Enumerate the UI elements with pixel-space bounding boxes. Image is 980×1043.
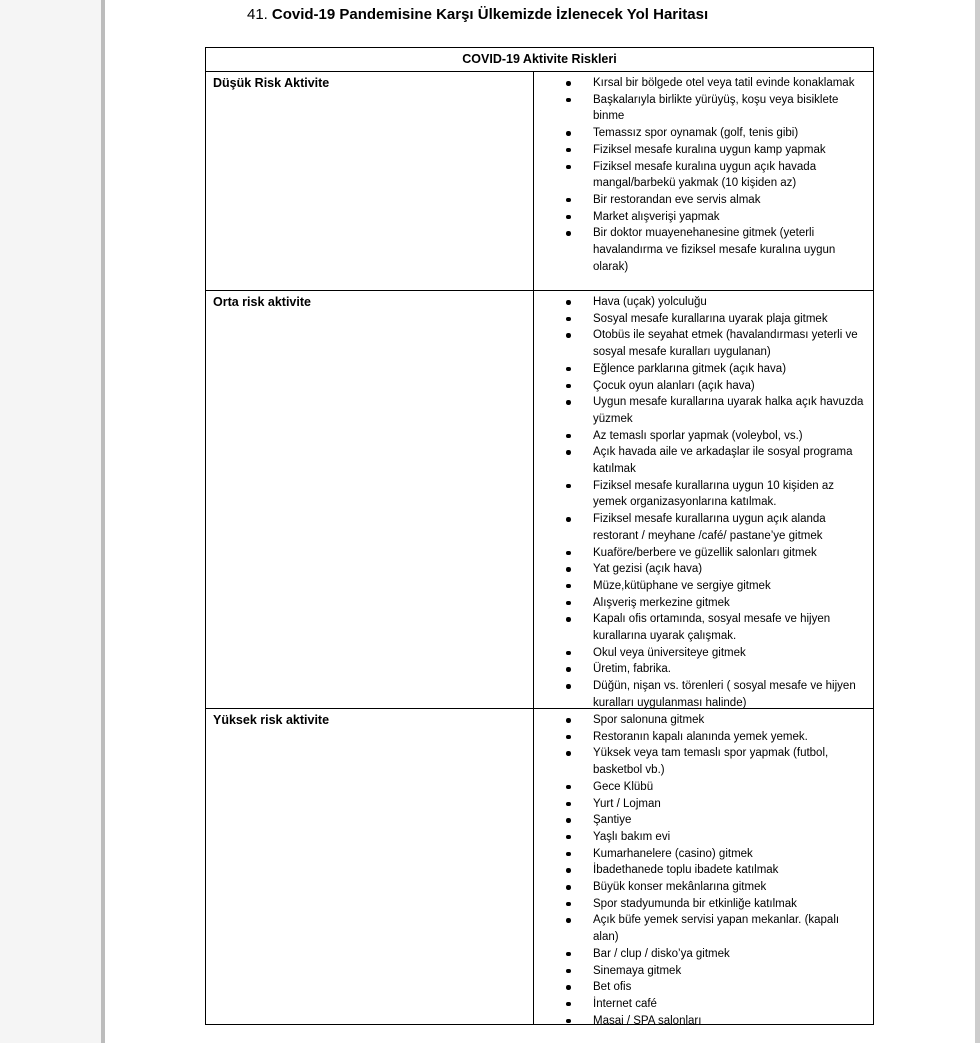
bullet-item — [534, 209, 867, 226]
page-title — [247, 6, 708, 23]
clipped-date-text — [841, 0, 885, 4]
bullet-text: Spor salonuna gitmek — [593, 714, 705, 726]
bullet-text: Fiziksel mesafe kuralına uygun açık havada mangal/barbekü yakmak (10 kişiden az) — [593, 160, 817, 190]
bullet-icon — [566, 985, 571, 990]
bullet-item — [534, 394, 867, 427]
bullet-text: Yurt / Lojman — [593, 797, 661, 810]
bullet-list — [534, 709, 873, 1025]
bullet-icon — [566, 98, 571, 103]
bullet-item — [534, 561, 867, 578]
bullet-item — [534, 829, 867, 846]
bullet-icon — [566, 969, 571, 974]
bullet-item — [534, 1013, 867, 1025]
right-edge-strip — [975, 0, 980, 1043]
bullet-icon — [566, 384, 571, 389]
bullet-text: Şantiye — [593, 814, 632, 827]
title-text: Covid-19 Pandemisine Karşı Ülkemizde İzlenecek Yol Haritası — [271, 6, 709, 23]
bullet-icon — [566, 1002, 571, 1007]
bullet-icon — [566, 868, 571, 873]
bullet-text: Fiziksel mesafe kurallarına uygun 10 kişiden az yemek organizasyonlarına katılmak. — [593, 479, 834, 509]
bullet-item — [534, 779, 867, 796]
bullet-item — [534, 896, 867, 913]
bullet-icon — [566, 902, 571, 907]
bullet-icon — [566, 165, 571, 170]
bullet-text: Bet ofis — [593, 981, 632, 994]
bullet-item — [534, 225, 867, 275]
bullet-item — [534, 595, 867, 612]
bullet-item — [534, 996, 867, 1013]
bullet-icon — [566, 367, 571, 372]
bullet-item — [534, 578, 867, 595]
bullet-text: Market alışverişi yapmak — [593, 210, 720, 223]
bullet-text: Kırsal bir bölgede otel veya tatil evinde konaklamak — [593, 77, 855, 89]
bullet-icon — [566, 852, 571, 857]
bullet-item — [534, 912, 867, 945]
bullet-text: Alışveriş merkezine gitmek — [593, 596, 730, 609]
bullet-item — [534, 946, 867, 963]
bullet-text: İbadethanede toplu ibadete katılmak — [593, 864, 779, 877]
bullet-icon — [566, 231, 571, 236]
bullet-item — [534, 478, 867, 511]
bullet-item — [534, 862, 867, 879]
bullet-item — [534, 846, 867, 863]
row-items-cell — [534, 291, 873, 708]
bullet-text: Yaşlı bakım evi — [593, 830, 671, 843]
bullet-item — [534, 511, 867, 544]
bullet-icon — [566, 567, 571, 572]
bullet-text: Kapalı ofis ortamında, sosyal mesafe ve hijyen kurallarına uyarak çalışmak. — [593, 613, 831, 643]
bullet-icon — [566, 885, 571, 890]
bullet-item — [534, 796, 867, 813]
bullet-item — [534, 712, 867, 729]
bullet-text: Başkalarıyla birlikte yürüyüş, koşu veya bisiklete binme — [593, 93, 839, 123]
bullet-item — [534, 812, 867, 829]
table-row — [206, 71, 873, 290]
bullet-text: Otobüs ile seyahat etmek (havalandırması yeterli ve sosyal mesafe kuralları uygulanan) — [593, 329, 858, 359]
bullet-text: Çocuk oyun alanları (açık hava) — [593, 379, 755, 392]
bullet-item — [534, 645, 867, 662]
bullet-text: Okul veya üniversiteye gitmek — [593, 646, 746, 659]
bullet-icon — [566, 718, 571, 723]
bullet-icon — [566, 785, 571, 790]
bullet-text: Uygun mesafe kurallarına uyarak halka açık havuzda yüzmek — [593, 396, 864, 425]
bullet-item — [534, 661, 867, 678]
bullet-item — [534, 545, 867, 562]
bullet-item — [534, 92, 867, 125]
bullet-text: Temassız spor oynamak (golf, tenis gibi) — [593, 127, 799, 140]
bullet-item — [534, 294, 867, 311]
bullet-text: Eğlence parklarına gitmek (açık hava) — [593, 362, 787, 375]
bullet-icon — [566, 667, 571, 672]
bullet-list — [534, 72, 873, 275]
title-number: 41. — [247, 6, 268, 23]
bullet-text: Açık havada aile ve arkadaşlar ile sosyal programa katılmak — [593, 446, 853, 476]
bullet-text: Kuaföre/berbere ve güzellik salonları gitmek — [593, 546, 817, 559]
bullet-item — [534, 311, 867, 328]
bullet-item — [534, 378, 867, 395]
bullet-item — [534, 611, 867, 644]
bullet-text: Hava (uçak) yolculuğu — [593, 296, 707, 308]
bullet-icon — [566, 450, 571, 455]
bullet-icon — [566, 952, 571, 957]
bullet-icon — [566, 551, 571, 556]
bullet-text: Yat gezisi (açık hava) — [593, 563, 703, 576]
bullet-icon — [566, 735, 571, 740]
left-margin — [0, 0, 101, 1043]
bullet-icon — [566, 484, 571, 489]
bullet-text: İnternet café — [593, 997, 657, 1010]
bullet-text: Fiziksel mesafe kurallarına uygun açık alanda restorant / meyhane /café/ pastane’ye gitmek — [593, 513, 826, 542]
bullet-item — [534, 75, 867, 92]
bullet-text: Fiziksel mesafe kuralına uygun kamp yapmak — [593, 143, 826, 156]
bullet-item — [534, 979, 867, 996]
row-items-cell — [534, 709, 873, 1025]
bullet-text: Az temaslı sporlar yapmak (voleybol, vs.) — [593, 429, 803, 442]
bullet-text: Kumarhanelere (casino) gitmek — [593, 847, 753, 860]
bullet-text: Üretim, fabrika. — [593, 663, 671, 676]
bullet-item — [534, 159, 867, 192]
bullet-text: Yüksek veya tam temaslı spor yapmak (futbol, basketbol vb.) — [593, 747, 829, 777]
bullet-icon — [566, 198, 571, 203]
bullet-item — [534, 428, 867, 445]
bullet-icon — [566, 802, 571, 807]
bullet-item — [534, 729, 867, 746]
bullet-icon — [566, 751, 571, 756]
bullet-item — [534, 192, 867, 209]
row-label: Düşük Risk Aktivite — [206, 72, 534, 290]
bullet-item — [534, 678, 867, 708]
bullet-item — [534, 361, 867, 378]
bullet-icon — [566, 601, 571, 606]
bullet-icon — [566, 1019, 571, 1024]
bullet-icon — [566, 400, 571, 405]
bullet-text: Açık büfe yemek servisi yapan mekanlar. (kapalı alan) — [593, 914, 840, 944]
table-row — [206, 290, 873, 708]
bullet-item — [534, 745, 867, 778]
bullet-icon — [566, 651, 571, 656]
bullet-icon — [566, 818, 571, 823]
bullet-icon — [566, 584, 571, 589]
bullet-icon — [566, 617, 571, 622]
bullet-icon — [566, 333, 571, 338]
bullet-text: Bir restorandan eve servis almak — [593, 193, 761, 206]
bullet-icon — [566, 131, 571, 136]
row-label: Orta risk aktivite — [206, 291, 534, 708]
bullet-item — [534, 142, 867, 159]
bullet-icon — [566, 300, 571, 305]
bullet-text: Masaj / SPA salonları — [593, 1014, 702, 1025]
bullet-icon — [566, 684, 571, 689]
bullet-icon — [566, 215, 571, 220]
bullet-icon — [566, 835, 571, 840]
bullet-icon — [566, 434, 571, 439]
bullet-icon — [566, 81, 571, 86]
row-items-cell — [534, 72, 873, 290]
bullet-text: Restoranın kapalı alanında yemek yemek. — [593, 730, 808, 743]
bullet-text: Spor stadyumunda bir etkinliğe katılmak — [593, 897, 797, 910]
risk-table — [205, 47, 874, 1025]
table-header: COVID-19 Aktivite Riskleri — [462, 52, 617, 66]
bullet-item — [534, 879, 867, 896]
table-row — [206, 708, 873, 1025]
bullet-text: Bar / clup / disko’ya gitmek — [593, 947, 730, 960]
bullet-text: Sinemaya gitmek — [593, 964, 682, 977]
left-divider-line — [101, 0, 105, 1043]
bullet-text: Gece Klübü — [593, 780, 654, 793]
bullet-icon — [566, 517, 571, 522]
table-body — [206, 71, 873, 1025]
bullet-icon — [566, 148, 571, 153]
bullet-item — [534, 963, 867, 980]
bullet-text: Müze,kütüphane ve sergiye gitmek — [593, 579, 771, 592]
bullet-list — [534, 291, 873, 708]
bullet-text: Sosyal mesafe kurallarına uyarak plaja gitmek — [593, 312, 828, 325]
bullet-icon — [566, 317, 571, 322]
bullet-icon — [566, 918, 571, 923]
row-label: Yüksek risk aktivite — [206, 709, 534, 1025]
bullet-item — [534, 444, 867, 477]
bullet-item — [534, 327, 867, 360]
bullet-text: Düğün, nişan vs. törenleri ( sosyal mesafe ve hijyen kuralları uygulanması halinde) — [593, 680, 856, 708]
bullet-text: Büyük konser mekânlarına gitmek — [593, 881, 767, 894]
bullet-text: Bir doktor muayenehanesine gitmek (yeterli havalandırma ve fiziksel mesafe kuralına uygun olarak) — [593, 227, 836, 273]
bullet-item — [534, 125, 867, 142]
